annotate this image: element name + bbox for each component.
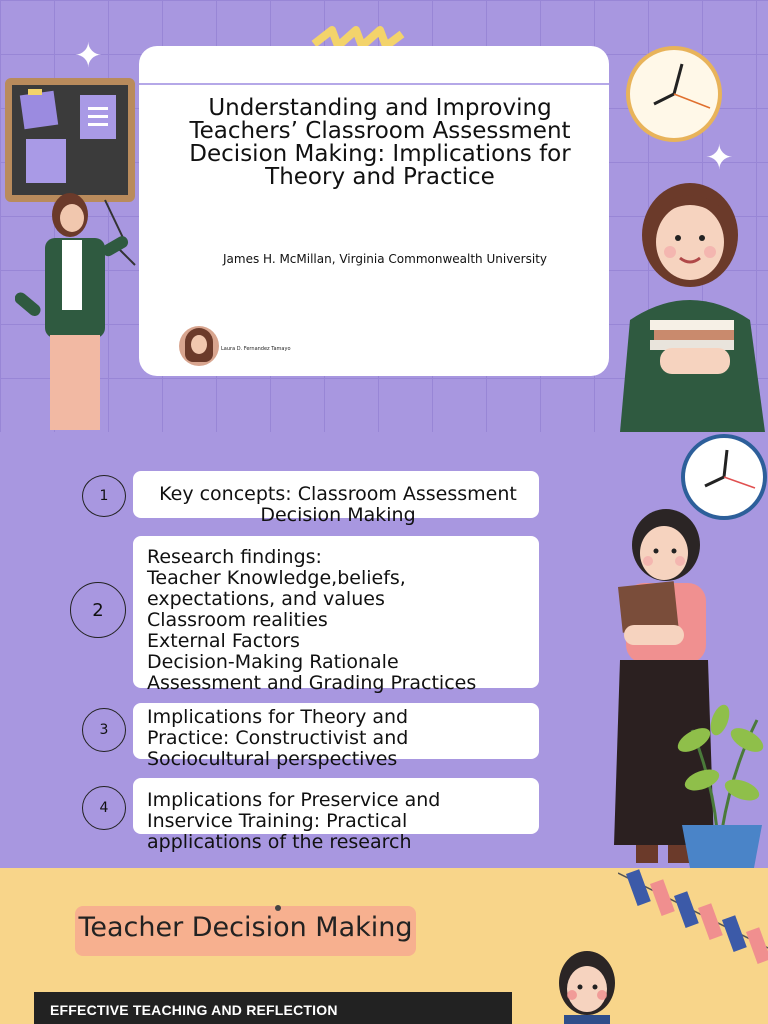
presentation-title: Understanding and Improving Teachers’ Classroom Assessment Decision Making: Implications for Theory and Practice [189, 95, 571, 190]
girl-illustration [552, 945, 622, 1024]
teacher-holding-books-illustration [610, 180, 768, 432]
presenter-name: Laura D. Fernandez Tamayo [221, 346, 291, 352]
video-banner-title: EFFECTIVE TEACHING AND REFLECTION [50, 1002, 338, 1018]
outline-item-3-text: Implications for Theory and Practice: Constructivist and Sociocultural perspectives [147, 706, 409, 770]
potted-plant-illustration [672, 700, 768, 868]
item-number-2: 2 [70, 582, 126, 638]
presenter-avatar [179, 326, 219, 366]
item-number-3: 3 [82, 708, 126, 752]
outline-item-4-text: Implications for Preservice and Inservice Training: Practical applications of the research [147, 789, 441, 853]
author-line: James H. McMillan, Virginia Commonwealth University [222, 252, 548, 266]
sparkle-icon: ✦ [74, 36, 103, 76]
bulletin-board-illustration [5, 78, 135, 202]
section-title: Teacher Decision Making [78, 912, 413, 943]
bullet-dot [275, 905, 281, 911]
outline-item-1-text: Key concepts: Classroom Assessment Decision Making [159, 483, 517, 526]
wall-clock-icon [626, 46, 722, 142]
sparkle-icon: ✦ [705, 138, 734, 178]
teacher-pointing-illustration [15, 190, 140, 435]
item-number-4: 4 [82, 786, 126, 830]
outline-item-2-text: Research findings: Teacher Knowledge,beliefs, expectations, and values Classroom realities External Factors Decision-Making Rationale Assessment and Grading Practices [147, 546, 477, 694]
item-number-1: 1 [82, 475, 126, 517]
bunting-flags-decoration [618, 868, 768, 978]
title-card-divider [139, 83, 609, 85]
